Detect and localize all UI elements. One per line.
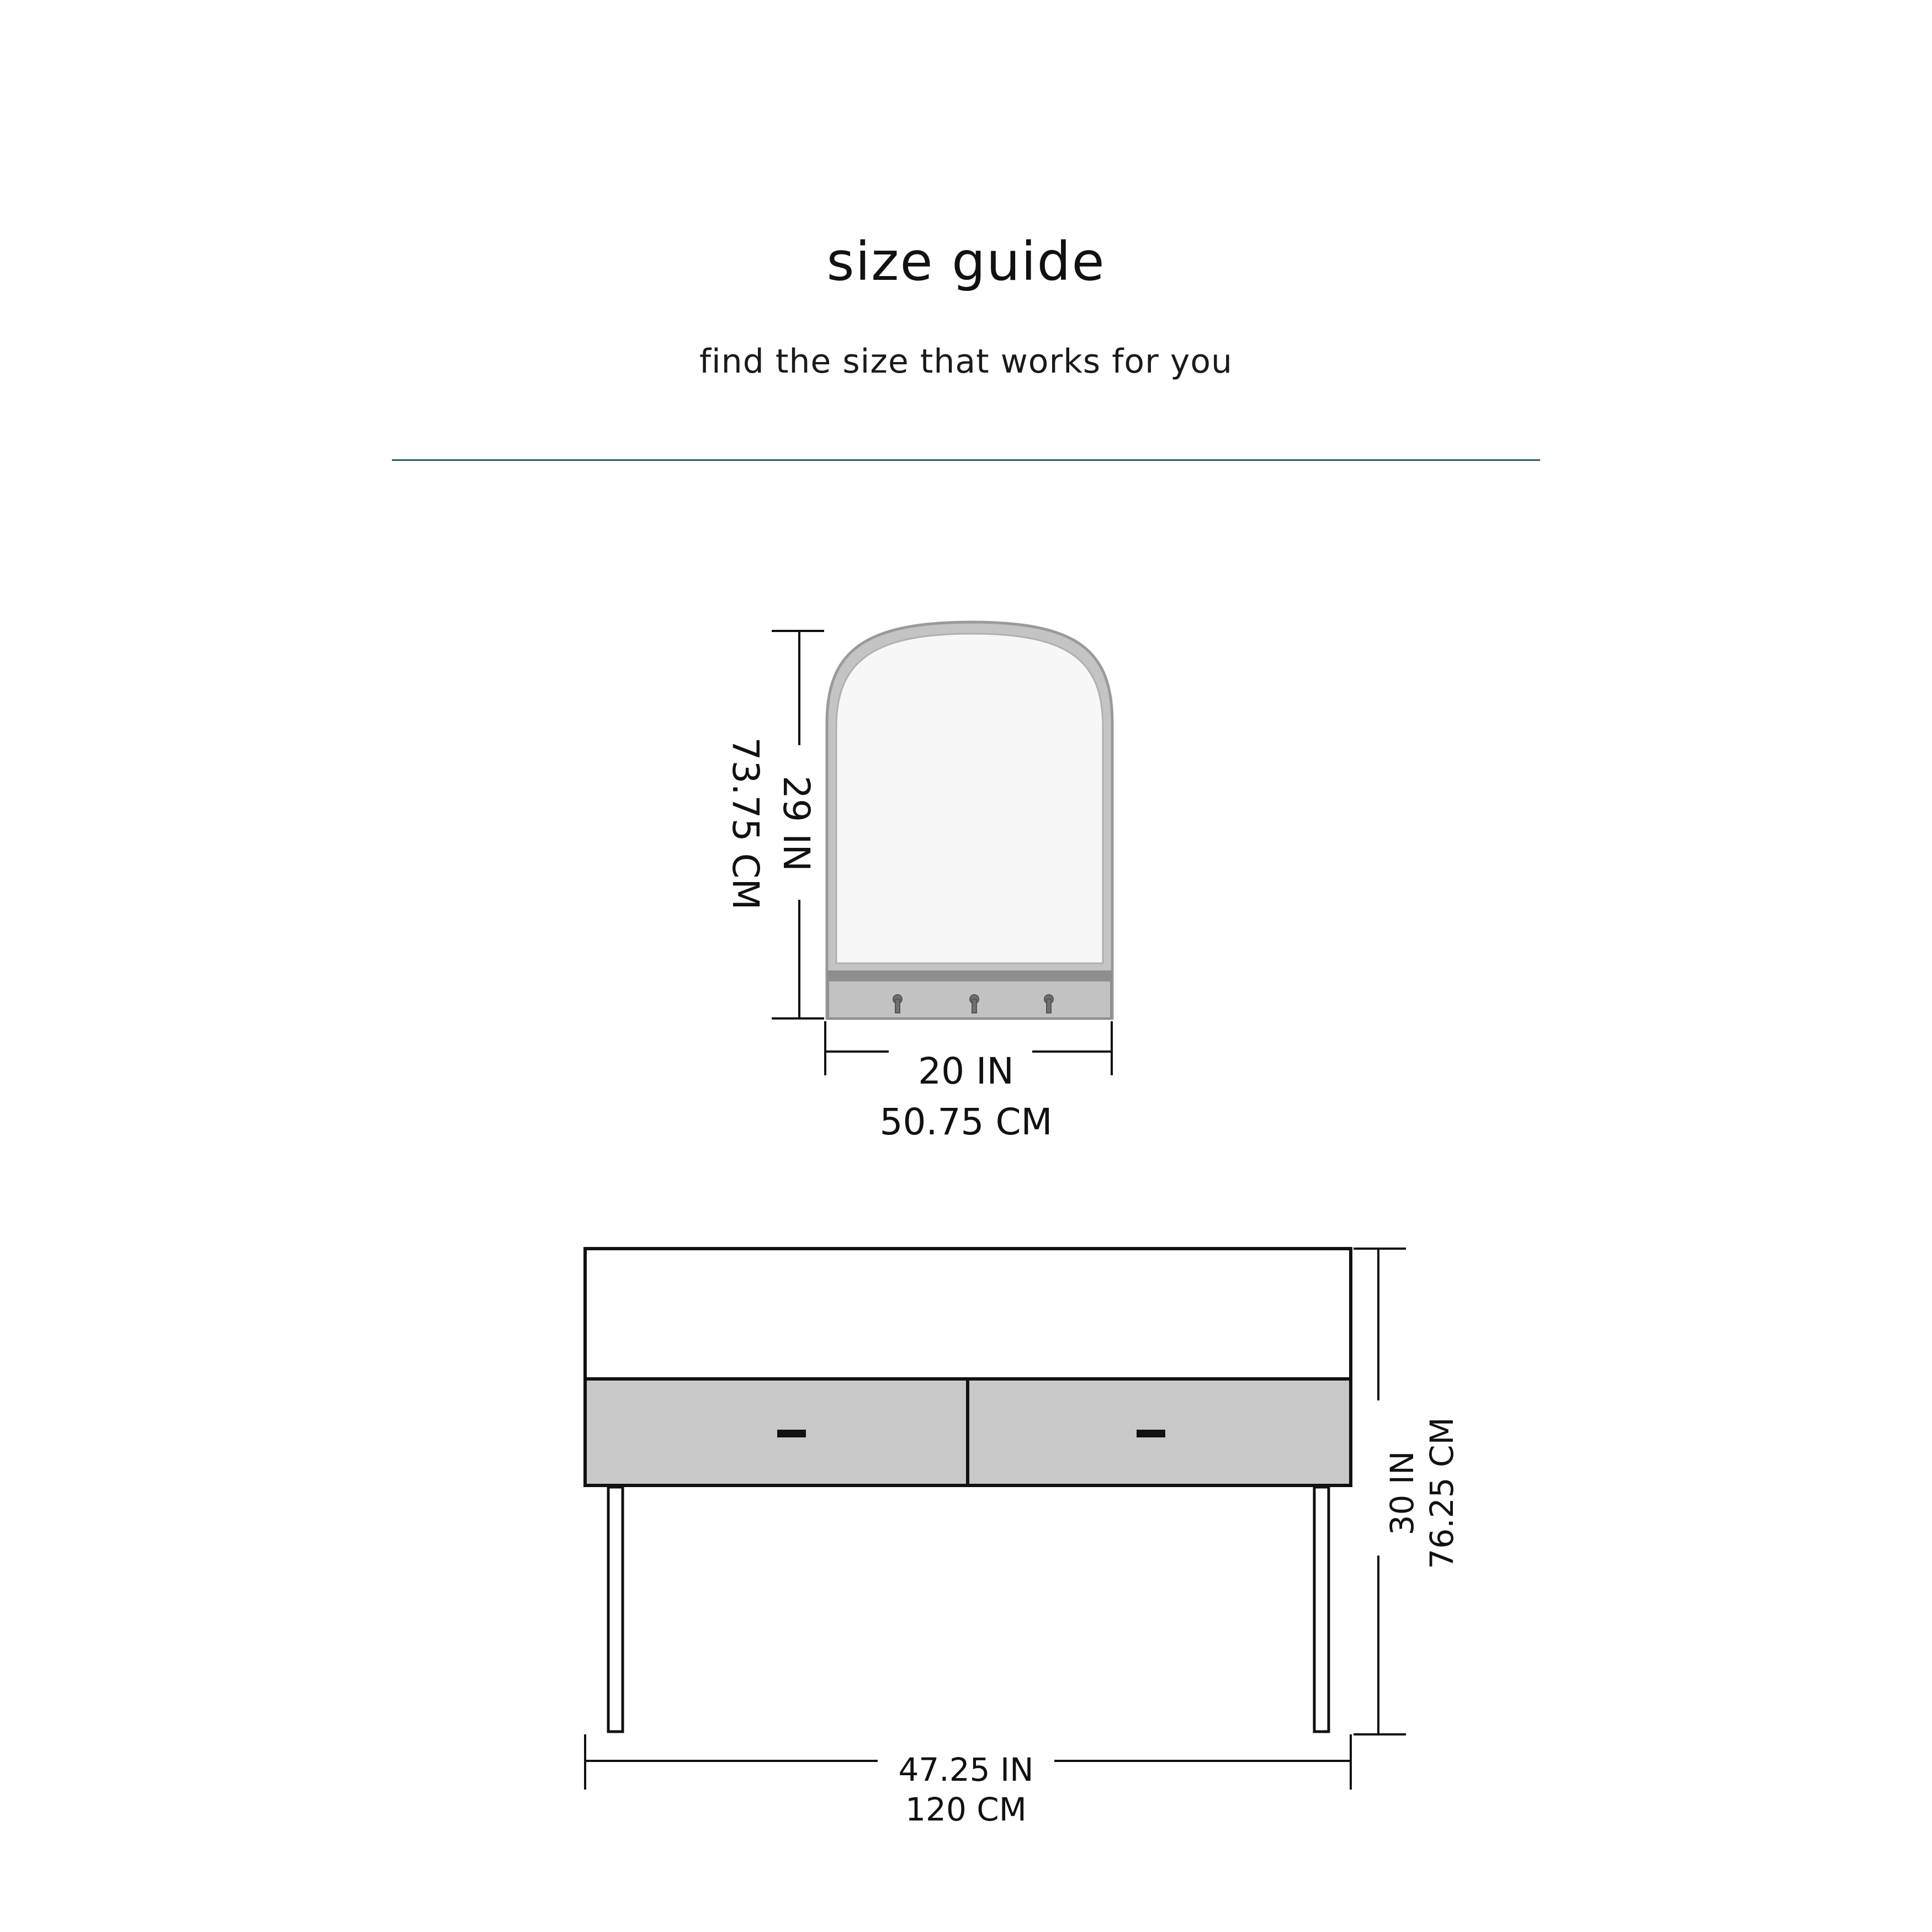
mirror-illustration — [827, 622, 1112, 1018]
console-height-labels — [1383, 1417, 1461, 1569]
hook-left-stem — [895, 999, 900, 1013]
mirror-glass — [836, 634, 1103, 963]
mirror-height-cm: 73.75 CM — [724, 737, 767, 910]
console-leg-left — [608, 1487, 623, 1732]
mirror-height-in: 29 IN — [775, 776, 818, 872]
page-subtitle: find the size that works for you — [699, 342, 1233, 381]
hook-middle-stem — [972, 999, 976, 1013]
console-height-cm: 76.25 CM — [1423, 1417, 1461, 1569]
page-title: size guide — [826, 231, 1106, 293]
console-width-cm: 120 CM — [905, 1791, 1027, 1828]
console-height-in: 30 IN — [1383, 1451, 1421, 1536]
console-width-in: 47.25 IN — [898, 1751, 1034, 1788]
hook-right-stem — [1047, 999, 1051, 1013]
console-illustration — [585, 1249, 1351, 1732]
mirror-width-cm: 50.75 CM — [879, 1101, 1053, 1143]
drawer-right-handle — [1137, 1430, 1165, 1437]
drawer-left-handle — [777, 1430, 806, 1437]
mirror-height-labels — [724, 737, 818, 910]
console-drawer-left — [585, 1379, 968, 1485]
mirror-shelf-lip — [828, 972, 1111, 981]
console-top — [585, 1249, 1351, 1379]
mirror-width-in: 20 IN — [918, 1050, 1014, 1092]
console-leg-right — [1314, 1487, 1329, 1732]
